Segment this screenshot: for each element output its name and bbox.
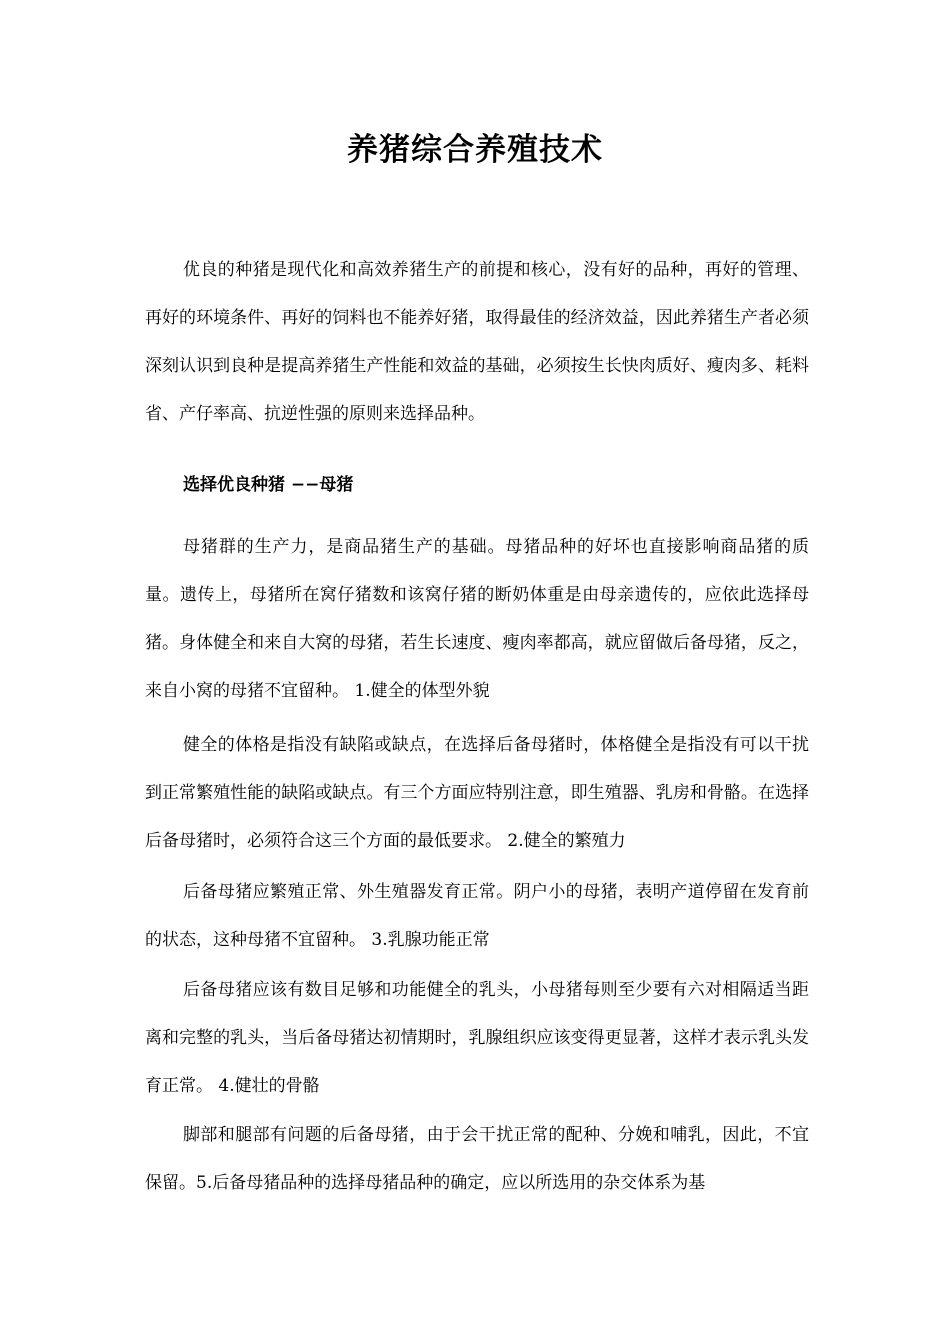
fertility-paragraph: 后备母猪应繁殖正常、外生殖器发育正常。阴户小的母猪，表明产道停留在发育前的状态，这种母猪不宜留种。 3.乳腺功能正常: [145, 882, 809, 950]
document-title: 养猪综合养殖技术: [347, 132, 603, 168]
section-heading: 选择优良种猪 −−母猪: [183, 475, 354, 495]
skeleton-paragraph: 脚部和腿部有问题的后备母猪，由于会干扰正常的配种、分娩和哺乳，因此，不宜保留。5.后备母猪品种的选择母猪品种的确定，应以所选用的杂交体系为基: [145, 1125, 809, 1193]
body-shape-paragraph: 健全的体格是指没有缺陷或缺点，在选择后备母猪时，体格健全是指没有可以干扰到正常繁殖性能的缺陷或缺点。有三个方面应特别注意，即生殖器、乳房和骨骼。在选择后备母猪时，必须符合这三个方面的最低要求。 2.健全的繁殖力: [145, 735, 809, 851]
sow-productivity-paragraph: 母猪群的生产力，是商品猪生产的基础。母猪品种的好坏也直接影响商品猪的质量。遗传上，母猪所在窝仔猪数和该窝仔猪的断奶体重是由母亲遗传的，应依此选择母猪。身体健全和来自大窝的母猪，若生长速度、瘦肉率都高，就应留做后备母猪，反之，来自小窝的母猪不宜留种。 1.健全的体型外貌: [145, 537, 809, 701]
intro-paragraph: 优良的种猪是现代化和高效养猪生产的前提和核心，没有好的品种，再好的管理、再好的环境条件、再好的饲料也不能养好猪，取得最佳的经济效益，因此养猪生产者必须深刻认识到良种是提高养猪生产性能和效益的基础，必须按生长快肉质好、瘦肉多、耗料省、产仔率高、抗逆性强的原则来选择品种。: [145, 260, 809, 424]
mammary-paragraph: 后备母猪应该有数目足够和功能健全的乳头，小母猪每则至少要有六对相隔适当距离和完整的乳头，当后备母猪达初情期时，乳腺组织应该变得更显著，这样才表示乳头发育正常。 4.健壮的骨骼: [145, 980, 809, 1096]
